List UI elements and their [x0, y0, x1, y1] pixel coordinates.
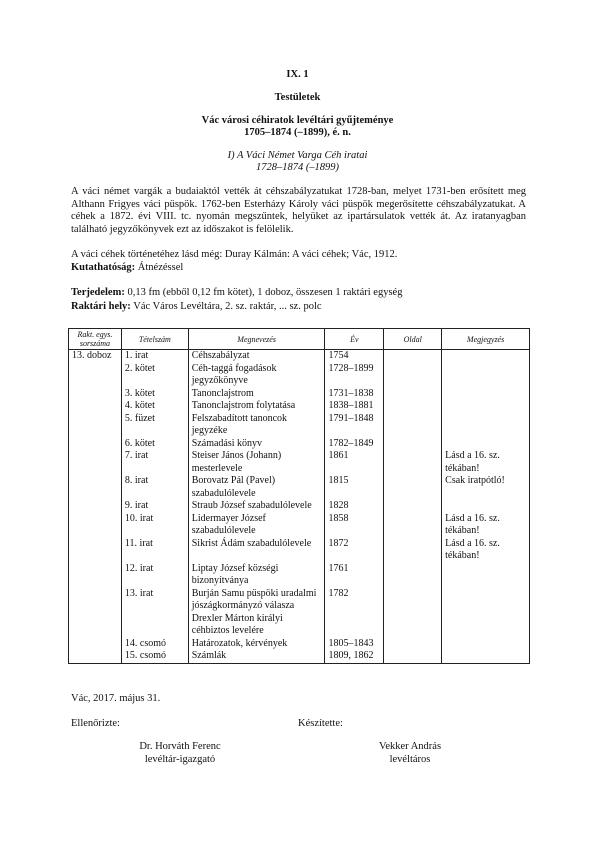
table-row — [69, 363, 530, 388]
location-label: Raktári hely: — [71, 300, 131, 312]
cell-page — [384, 588, 442, 638]
cell-page — [384, 400, 442, 413]
collection-title: Vác városi céhiratok levéltári gyűjteménye — [201, 115, 394, 126]
research-value: Átnézéssel — [137, 261, 184, 273]
header-page: Oldal — [384, 329, 442, 350]
cell-note — [442, 350, 530, 363]
preparer-signature — [330, 741, 490, 766]
cell-year: 1761 — [325, 563, 384, 588]
cell-unit — [69, 363, 122, 388]
subtitle-dates: 1728–1874 (–1899) — [255, 162, 340, 173]
cell-page — [384, 363, 442, 388]
cell-unit — [69, 400, 122, 413]
subtitle-block — [0, 150, 595, 174]
cell-year: 1815 — [325, 475, 384, 500]
table-row — [69, 650, 530, 663]
cell-page — [384, 388, 442, 401]
cell-year: 1809, 1862 — [325, 650, 384, 663]
cell-name: Tanonclajstrom folytatása — [188, 400, 325, 413]
table-body — [69, 350, 530, 664]
cell-name: Burján Samu püspöki uradalmi jószágkormányzó válasza Drexler Márton királyi céhbiztos levelére — [188, 588, 325, 638]
cell-name: Céh-taggá fogadások jegyzőkönyve — [188, 363, 325, 388]
table-row — [69, 538, 530, 563]
subtitle: I) A Váci Német Varga Céh iratai — [227, 150, 368, 161]
cell-note: Lásd a 16. sz. tékában! — [442, 538, 530, 563]
table-row — [69, 638, 530, 651]
cell-page — [384, 650, 442, 663]
cell-unit — [69, 513, 122, 538]
table-header-row — [69, 329, 530, 350]
table-row — [69, 513, 530, 538]
cell-note — [442, 438, 530, 451]
preparer-name: Vekker András — [378, 741, 442, 752]
cell-page — [384, 513, 442, 538]
cell-item: 10. irat — [121, 513, 188, 538]
document-date: Vác, 2017. május 31. — [71, 693, 161, 704]
history-text: A váci német vargák a budaiaktól vették át céhszabályzatukat 1728-ban, melyet 1731-ben erősített meg Althann Frigyes váci püspök. 1762-ben Esterházy Károly váci püspök megerősítette céhszabályzatukat. A céhek a 1872. évi VIII. tc. nyomán megszűntek, helyüket az ipartársulatok vették át. Az iratanyagban található jegyzőkönyvek ezt az időszakot is felölelik. — [71, 186, 526, 235]
cell-page — [384, 438, 442, 451]
research-line — [71, 262, 526, 275]
header-year: Év — [325, 329, 384, 350]
table-row — [69, 438, 530, 451]
header-name: Megnevezés — [188, 329, 325, 350]
collection-dates: 1705–1874 (–1899), é. n. — [244, 127, 351, 138]
table-row — [69, 413, 530, 438]
table-row — [69, 400, 530, 413]
cell-item: 13. irat — [121, 588, 188, 638]
cell-page — [384, 413, 442, 438]
cell-item: 3. kötet — [121, 388, 188, 401]
cell-unit — [69, 588, 122, 638]
cell-note — [442, 363, 530, 388]
cell-year: 1838–1881 — [325, 400, 384, 413]
history-note: A váci céhek történetéhez lásd még: Duray Kálmán: A váci céhek; Vác, 1912. — [71, 249, 398, 260]
table-row — [69, 588, 530, 638]
table-row — [69, 475, 530, 500]
history-note-block — [71, 249, 526, 274]
cell-unit — [69, 500, 122, 513]
cell-year: 1872 — [325, 538, 384, 563]
cell-name: Straub József szabadulólevele — [188, 500, 325, 513]
cell-name: Sikrist Ádám szabadulólevele — [188, 538, 325, 563]
cell-item: 9. irat — [121, 500, 188, 513]
table-row — [69, 563, 530, 588]
extent-value: 0,13 fm (ebből 0,12 fm kötet), 1 doboz, összesen 1 raktári egység — [127, 287, 403, 298]
cell-year: 1782 — [325, 588, 384, 638]
group-title: Testületek — [274, 92, 321, 103]
cell-unit — [69, 475, 122, 500]
cell-item: 8. irat — [121, 475, 188, 500]
cell-item: 1. irat — [121, 350, 188, 363]
checked-label: Ellenőrizte: — [71, 718, 120, 729]
section-number: IX. 1 — [286, 69, 309, 80]
checker-signature — [100, 741, 260, 766]
cell-unit — [69, 438, 122, 451]
table-row — [69, 500, 530, 513]
cell-item: 14. csomó — [121, 638, 188, 651]
cell-item: 4. kötet — [121, 400, 188, 413]
table-row — [69, 450, 530, 475]
cell-unit — [69, 413, 122, 438]
cell-name: Számlák — [188, 650, 325, 663]
cell-name: Céhszabályzat — [188, 350, 325, 363]
header-unit: Rakt. egys. sorszáma — [69, 329, 122, 350]
cell-unit — [69, 538, 122, 563]
cell-name: Liptay József községi bizonyítványa — [188, 563, 325, 588]
cell-page — [384, 475, 442, 500]
cell-year: 1782–1849 — [325, 438, 384, 451]
cell-name: Számadási könyv — [188, 438, 325, 451]
cell-year: 1754 — [325, 350, 384, 363]
cell-note — [442, 388, 530, 401]
history-paragraph — [71, 186, 526, 236]
location-line — [71, 300, 526, 314]
checker-title: levéltár-igazgató — [144, 753, 216, 765]
cell-note: Csak iratpótló! — [442, 475, 530, 500]
cell-name: Borovatz Pál (Pavel) szabadulólevele — [188, 475, 325, 500]
cell-item: 5. füzet — [121, 413, 188, 438]
cell-page — [384, 500, 442, 513]
cell-item: 11. irat — [121, 538, 188, 563]
cell-page — [384, 563, 442, 588]
cell-note — [442, 563, 530, 588]
cell-unit — [69, 638, 122, 651]
cell-page — [384, 538, 442, 563]
extent-label: Terjedelem: — [71, 287, 125, 298]
header-item: Tételszám — [121, 329, 188, 350]
cell-note — [442, 500, 530, 513]
cell-note: Lásd a 16. sz. tékában! — [442, 450, 530, 475]
table-row — [69, 350, 530, 363]
cell-page — [384, 450, 442, 475]
cell-item: 7. irat — [121, 450, 188, 475]
cell-note — [442, 400, 530, 413]
cell-item: 15. csomó — [121, 650, 188, 663]
cell-name: Felszabadított tanoncok jegyzéke — [188, 413, 325, 438]
checker-name: Dr. Horváth Ferenc — [139, 741, 221, 752]
cell-year: 1728–1899 — [325, 363, 384, 388]
header-note: Megjegyzés — [442, 329, 530, 350]
cell-name: Határozatok, kérvények — [188, 638, 325, 651]
cell-item: 6. kötet — [121, 438, 188, 451]
cell-note — [442, 650, 530, 663]
cell-year: 1731–1838 — [325, 388, 384, 401]
research-label: Kutathatóság: — [71, 261, 136, 273]
cell-year: 1805–1843 — [325, 638, 384, 651]
cell-year: 1858 — [325, 513, 384, 538]
collection-title-block — [0, 115, 595, 139]
cell-item: 12. irat — [121, 563, 188, 588]
cell-year: 1828 — [325, 500, 384, 513]
extent-line — [71, 286, 526, 300]
cell-name: Lidermayer József szabadulólevele — [188, 513, 325, 538]
location-value: Vác Város Levéltára, 2. sz. raktár, ... sz. polc — [133, 300, 322, 312]
cell-note — [442, 413, 530, 438]
cell-note: Lásd a 16. sz. tékában! — [442, 513, 530, 538]
inventory-table — [68, 328, 530, 664]
table-row — [69, 388, 530, 401]
cell-item: 2. kötet — [121, 363, 188, 388]
meta-block — [71, 286, 526, 313]
cell-name: Tanonclajstrom — [188, 388, 325, 401]
cell-unit — [69, 450, 122, 475]
cell-unit — [69, 650, 122, 663]
cell-page — [384, 350, 442, 363]
cell-unit — [69, 388, 122, 401]
cell-note — [442, 588, 530, 638]
cell-unit — [69, 563, 122, 588]
cell-year: 1791–1848 — [325, 413, 384, 438]
prepared-label: Készítette: — [298, 718, 343, 729]
preparer-title: levéltáros — [389, 753, 431, 765]
cell-page — [384, 638, 442, 651]
cell-note — [442, 638, 530, 651]
cell-year: 1861 — [325, 450, 384, 475]
cell-name: Steiser János (Johann) mesterlevele — [188, 450, 325, 475]
cell-unit: 13. doboz — [69, 350, 122, 363]
